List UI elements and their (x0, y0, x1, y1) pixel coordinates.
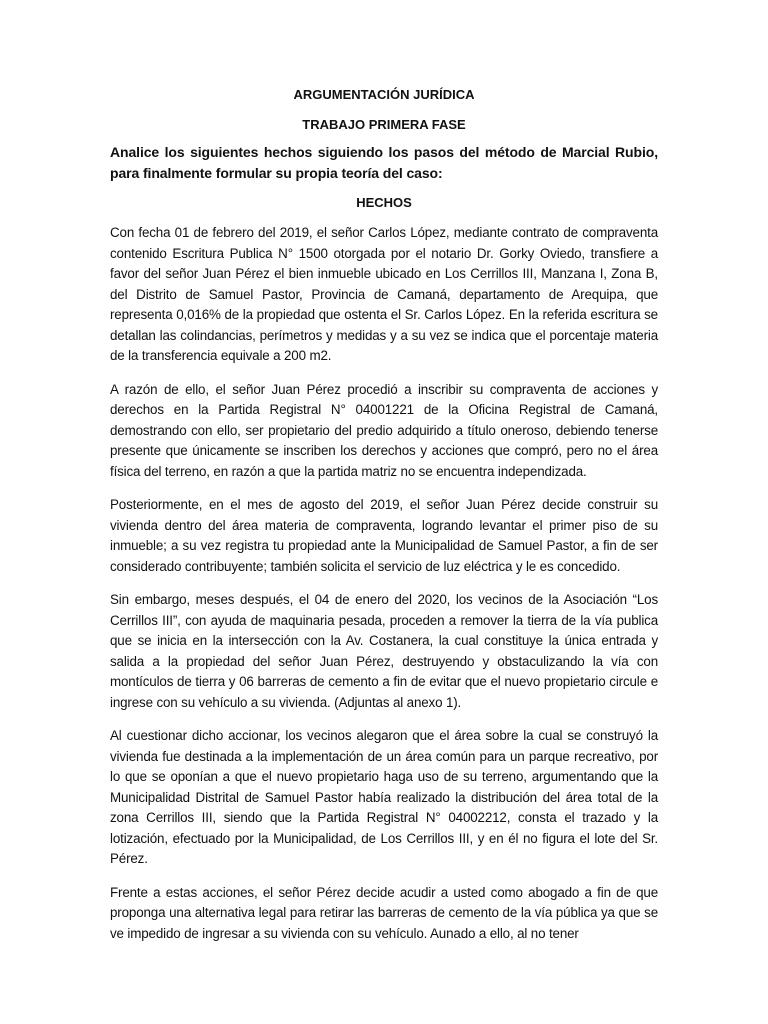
document-page (110, 84, 658, 944)
instructions-text: Analice los siguientes hechos siguiendo los pasos del método de Marcial Rubio, para finalmente formular su propia teoría del caso: (110, 144, 658, 181)
section-heading: HECHOS (356, 195, 412, 210)
document-title: ARGUMENTACIÓN JURÍDICA (293, 87, 475, 102)
paragraph: A razón de ello, el señor Juan Pérez procedió a inscribir su compraventa de acciones y derechos en la Partida Registral N° 04001221 de la Oficina Registral de Camaná, demostrando con ello, ser propietario del predio adquirido a título oneroso, debiendo tenerse presente que únicamente se inscriben los derechos y acciones que compró, pero no el área física del terreno, en razón a que la partida matriz no se encuentra independizada. (110, 381, 658, 479)
paragraph: Sin embargo, meses después, el 04 de enero del 2020, los vecinos de la Asociación “Los Cerrillos III”, con ayuda de maquinaria pesada, proceden a remover la tierra de la vía publica que se inicia en la intersección con la Av. Costanera, la cual constituye la única entrada y salida a la propiedad del señor Juan Pérez, destruyendo y obstaculizando la vía con montículos de tierra y 06 barreras de cemento a fin de evitar que el nuevo propietario circule e ingrese con su vehículo a su vivienda. (Adjuntas al anexo 1). (110, 592, 658, 710)
paragraph: Posteriormente, en el mes de agosto del 2019, el señor Juan Pérez decide construir su vivienda dentro del área materia de compraventa, logrando levantar el primer piso de su inmueble; a su vez registra tu propiedad ante la Municipalidad de Samuel Pastor, a fin de ser considerado contribuyente; también solicita el servicio de luz eléctrica y le es concedido. (110, 497, 658, 574)
document-subtitle: TRABAJO PRIMERA FASE (302, 117, 466, 132)
paragraph: Con fecha 01 de febrero del 2019, el señor Carlos López, mediante contrato de compraventa contenido Escritura Publica N° 1500 otorgada por el notario Dr. Gorky Oviedo, transfiere a favor del señor Juan Pérez el bien inmueble ubicado en Los Cerrillos III, Manzana I, Zona B, del Distrito de Samuel Pastor, Provincia de Camaná, departamento de Arequipa, que representa 0,016% de la propiedad que ostenta el Sr. Carlos López. En la referida escritura se detallan las colindancias, perímetros y medidas y a su vez se indica que el porcentaje materia de la transferencia equivale a 200 m2. (110, 225, 658, 363)
paragraph: Al cuestionar dicho accionar, los vecinos alegaron que el área sobre la cual se construyó la vivienda fue destinada a la implementación de un área común para un parque recreativo, por lo que se oponían a que el nuevo propietario haga uso de su terreno, argumentando que la Municipalidad Distrital de Samuel Pastor había realizado la distribución del área total de la zona Cerrillos III, siendo que la Partida Registral N° 04002212, consta el trazado y la lotización, efectuado por la Municipalidad, de Los Cerrillos III, y en él no figura el lote del Sr. Pérez. (110, 728, 658, 866)
paragraph: Frente a estas acciones, el señor Pérez decide acudir a usted como abogado a fin de que proponga una alternativa legal para retirar las barreras de cemento de la vía pública ya que se ve impedido de ingresar a su vivienda con su vehículo. Aunado a ello, al no tener (110, 884, 658, 941)
